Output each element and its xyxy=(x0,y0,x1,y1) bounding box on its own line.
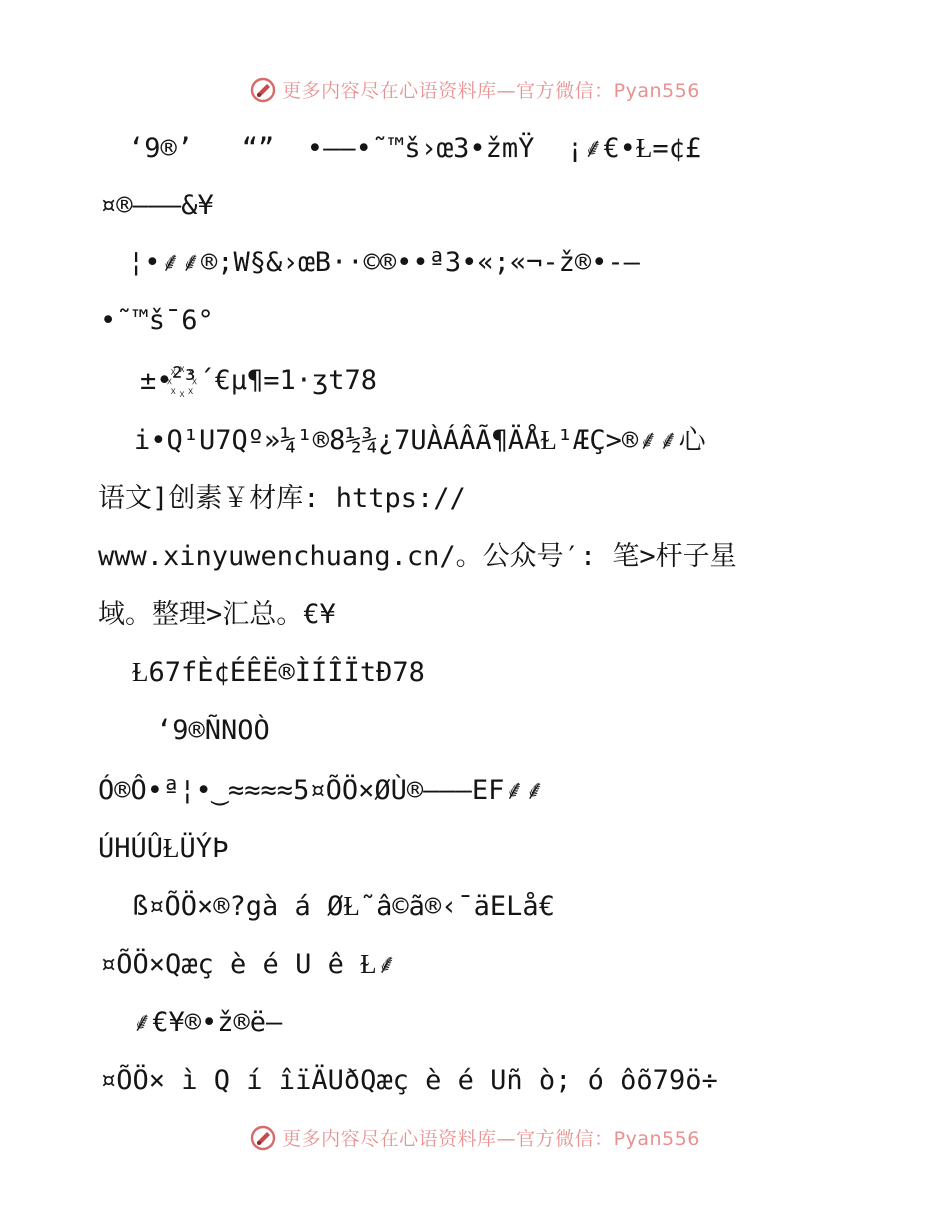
text-line-13: ÚHÚÛⱢÜÝÞ xyxy=(98,833,229,864)
text-line-4: •˜™š¯6° xyxy=(100,305,214,336)
text-line-9: 域。整理>汇总。€¥ xyxy=(98,599,336,630)
text-line-2: ¤®———&¥ xyxy=(100,190,214,221)
watermark-bottom xyxy=(0,1124,950,1151)
text-line-7: 语文]创素￥材库: https:// xyxy=(98,483,466,514)
text-line-17: ¤ÕÖ× ì Q í îïÄUðQæç è é Uñ ò; ó ôõ79ö÷ xyxy=(100,1065,718,1096)
text-line-5: ±•²꙰³´€µ¶=1·ʒt78 xyxy=(140,365,378,396)
text-line-15: ¤ÕÖ×Qæç è é U ê Ɫ⸙ xyxy=(100,949,397,980)
text-line-3: ¦•⸙⸙®;W§&›œB··©®••ª3•«;«¬-ž®•-— xyxy=(128,247,640,278)
text-line-1: ‘9®’ “” •–—•˜™š›œ3•žmŸ ¡⸙€•Ɫ=¢£ xyxy=(128,133,702,164)
watermark-text: 更多内容尽在心语资料库—官方微信：Pyan556 xyxy=(282,80,700,102)
brand-logo-icon xyxy=(250,1125,276,1151)
text-line-12: Ó®Ô•ª¦•‿≈≈≈≈5¤ÕÖ×ØÙ®———EF⸙⸙ xyxy=(98,775,545,806)
brand-logo-icon xyxy=(250,77,276,103)
text-line-10: Ɫ67fÈ¢ÉÊË®ÌÍÎÏtÐ78 xyxy=(132,657,425,688)
text-line-8: www.xinyuwenchuang.cn/。公众号′: 笔>杆子星 xyxy=(98,541,737,572)
text-line-6: i•Q¹U7Qº»¼¹®8½¾¿7UÀÁÂÃ¶ÄÅⱢ¹ÆÇ>®⸙⸙心 xyxy=(134,425,706,456)
text-line-11: ‘9®ÑNOÒ xyxy=(156,715,270,746)
watermark-text: 更多内容尽在心语资料库—官方微信：Pyan556 xyxy=(282,1128,700,1150)
text-line-14: ß¤ÕÖ×®?gà á ØⱢ˜â©ã®‹¯äELå€ xyxy=(132,891,555,922)
watermark-top xyxy=(0,76,950,103)
text-line-16: ⸙€¥®•ž®ë– xyxy=(132,1007,283,1038)
